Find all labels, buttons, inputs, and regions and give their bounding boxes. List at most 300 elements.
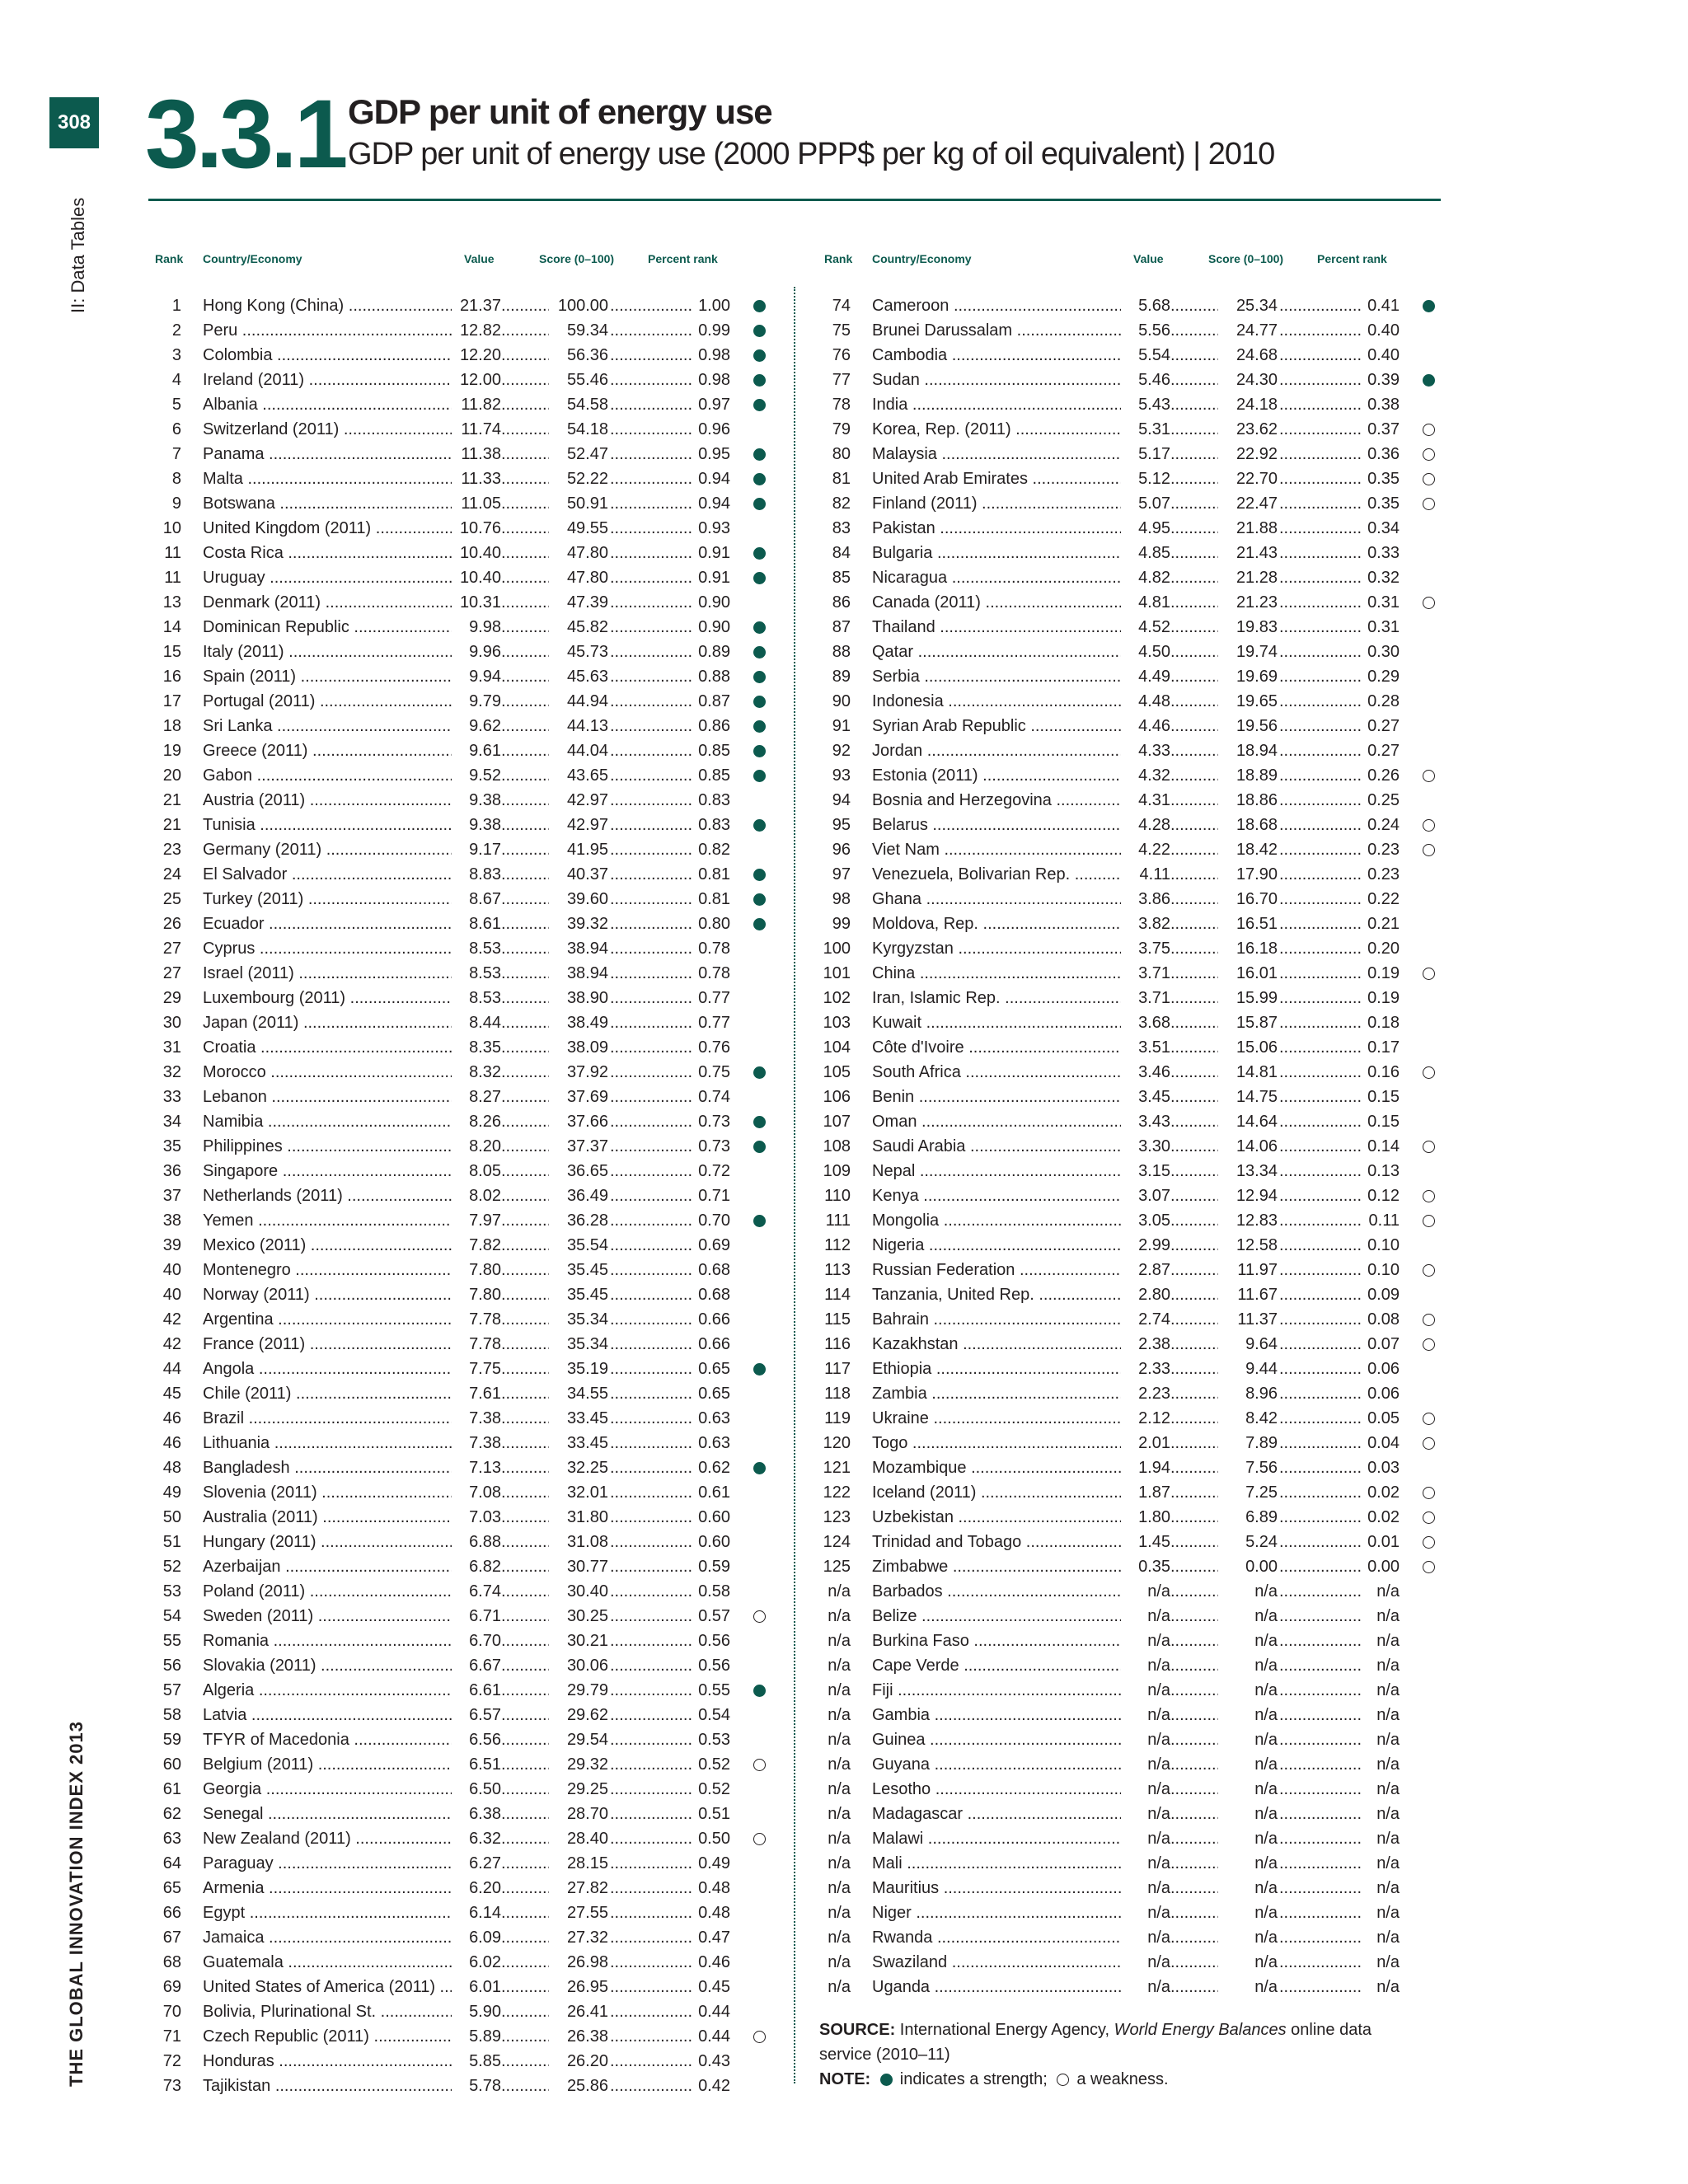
row-country: Nicaragua ..... — [872, 565, 1128, 590]
dot-leader — [501, 1826, 549, 1851]
row-rank: 37 — [162, 1187, 181, 1205]
row-score: 18.89 — [1220, 763, 1278, 788]
row-value: 4.32 — [1121, 763, 1170, 788]
row-percent-rank: 0.15 — [1358, 1109, 1400, 1134]
row-percent-rank: n/a — [1358, 1851, 1400, 1876]
dot-leader — [1279, 1629, 1362, 1653]
header-score: Score (0–100) — [1208, 252, 1284, 265]
row-value: 2.33 — [1121, 1357, 1170, 1381]
table-row — [818, 1332, 1444, 1357]
table-row — [148, 1035, 775, 1060]
row-value: 4.31 — [1121, 788, 1170, 813]
row-country: Viet Nam ..... — [872, 837, 1128, 862]
dot-leader — [501, 1777, 549, 1802]
table-row — [148, 1950, 775, 1975]
strength-marker-icon — [1421, 368, 1437, 392]
table-row — [148, 689, 775, 714]
dot-leader — [501, 1085, 549, 1109]
row-rank: 48 — [162, 1459, 181, 1477]
row-percent-rank: 0.26 — [1358, 763, 1400, 788]
row-score: 35.19 — [551, 1357, 608, 1381]
table-row — [818, 664, 1444, 689]
dot-leader — [610, 491, 692, 516]
row-score: 30.21 — [551, 1629, 608, 1653]
row-percent-rank: n/a — [1358, 1950, 1400, 1975]
dot-leader — [1170, 1975, 1218, 1999]
table-row — [818, 837, 1444, 862]
dot-leader — [610, 318, 692, 343]
dot-leader — [501, 2074, 549, 2098]
row-rank: 54 — [162, 1607, 181, 1625]
row-rank: 39 — [162, 1236, 181, 1254]
dot-leader — [1279, 615, 1362, 640]
dot-leader — [501, 986, 549, 1010]
row-score: n/a — [1220, 1752, 1278, 1777]
row-rank: 113 — [824, 1261, 851, 1279]
row-score: 35.45 — [551, 1258, 608, 1282]
table-row — [148, 813, 775, 837]
table-row — [818, 1925, 1444, 1950]
row-percent-rank: 0.87 — [689, 689, 730, 714]
table-row — [818, 1455, 1444, 1480]
dot-leader — [501, 1505, 549, 1530]
row-score: 5.24 — [1220, 1530, 1278, 1554]
dot-leader — [1279, 1233, 1362, 1258]
row-rank: 93 — [832, 766, 851, 785]
table-row — [148, 2074, 775, 2098]
dot-leader — [501, 1653, 549, 1678]
dot-leader — [1170, 1431, 1218, 1455]
dot-leader — [501, 1579, 549, 1604]
dot-leader — [610, 1802, 692, 1826]
row-country: Malawi ..... — [872, 1826, 1128, 1851]
row-country: Ecuador ..... — [203, 912, 458, 936]
row-score: 16.01 — [1220, 961, 1278, 986]
row-value: 5.43 — [1121, 392, 1170, 417]
row-country: Estonia (2011) ..... — [872, 763, 1128, 788]
row-score: 22.47 — [1220, 491, 1278, 516]
dot-leader — [501, 1703, 549, 1727]
row-country: Singapore ..... — [203, 1159, 458, 1183]
row-value: 5.89 — [452, 2024, 501, 2049]
table-row — [818, 1233, 1444, 1258]
row-rank: 76 — [832, 346, 851, 364]
row-score: 35.34 — [551, 1307, 608, 1332]
row-percent-rank: 0.90 — [689, 590, 730, 615]
row-country: Armenia ..... — [203, 1876, 458, 1900]
row-percent-rank: 0.72 — [689, 1159, 730, 1183]
row-percent-rank: 0.68 — [689, 1282, 730, 1307]
dot-leader — [1279, 1777, 1362, 1802]
dot-leader — [501, 936, 549, 961]
row-percent-rank: 0.77 — [689, 1010, 730, 1035]
row-value: 12.00 — [452, 368, 501, 392]
table-row — [148, 1085, 775, 1109]
dot-leader — [1279, 1406, 1362, 1431]
table-row — [818, 1826, 1444, 1851]
strength-marker-icon — [752, 466, 768, 491]
row-score: 26.95 — [551, 1975, 608, 1999]
dot-leader — [610, 912, 692, 936]
row-percent-rank: 0.46 — [689, 1950, 730, 1975]
row-country: Sudan ..... — [872, 368, 1128, 392]
row-score: 44.13 — [551, 714, 608, 738]
source-text-after: online data service (2010–11) — [819, 2021, 1372, 2064]
table-row — [818, 1554, 1444, 1579]
dot-leader — [1170, 565, 1218, 590]
row-value: n/a — [1121, 1727, 1170, 1752]
dot-leader — [610, 2024, 692, 2049]
row-score: n/a — [1220, 1826, 1278, 1851]
table-row — [818, 1010, 1444, 1035]
row-value: 8.05 — [452, 1159, 501, 1183]
row-rank: 92 — [832, 742, 851, 760]
row-percent-rank: 0.40 — [1358, 318, 1400, 343]
row-country: Romania ..... — [203, 1629, 458, 1653]
row-score: 30.77 — [551, 1554, 608, 1579]
row-value: 8.02 — [452, 1183, 501, 1208]
row-score: 30.40 — [551, 1579, 608, 1604]
dot-leader — [610, 1258, 692, 1282]
dot-leader — [1279, 640, 1362, 664]
weakness-marker-icon — [1421, 837, 1437, 862]
row-percent-rank: 0.81 — [689, 862, 730, 887]
row-value: 11.38 — [452, 442, 501, 466]
row-value: 2.87 — [1121, 1258, 1170, 1282]
row-value: 3.07 — [1121, 1183, 1170, 1208]
table-row — [148, 2049, 775, 2074]
row-country: Moldova, Rep. ..... — [872, 912, 1128, 936]
row-percent-rank: 0.55 — [689, 1678, 730, 1703]
row-rank: 125 — [823, 1558, 851, 1576]
row-score: n/a — [1220, 1851, 1278, 1876]
row-score: 54.58 — [551, 392, 608, 417]
dot-leader — [501, 640, 549, 664]
table-row — [148, 466, 775, 491]
dot-leader — [1279, 1208, 1362, 1233]
row-country: Dominican Republic ..... — [203, 615, 458, 640]
dot-leader — [1170, 1455, 1218, 1480]
row-country: Canada (2011) ..... — [872, 590, 1128, 615]
row-country: Kyrgyzstan ..... — [872, 936, 1128, 961]
table-row — [818, 1381, 1444, 1406]
row-country: Mali ..... — [872, 1851, 1128, 1876]
row-value: 7.08 — [452, 1480, 501, 1505]
row-value: 8.67 — [452, 887, 501, 912]
dot-leader — [501, 1999, 549, 2024]
side-label-publication — [61, 1721, 94, 2093]
row-country: Netherlands (2011) ..... — [203, 1183, 458, 1208]
row-score: 33.45 — [551, 1431, 608, 1455]
row-score: 28.15 — [551, 1851, 608, 1876]
row-score: n/a — [1220, 1950, 1278, 1975]
dot-leader — [610, 615, 692, 640]
row-rank: 97 — [832, 865, 851, 883]
row-percent-rank: 0.69 — [689, 1233, 730, 1258]
dot-leader — [1279, 1579, 1362, 1604]
dot-leader — [501, 837, 549, 862]
page-subtitle: GDP per unit of energy use (2000 PPP$ per kg of oil equivalent) | 2010 — [348, 137, 1275, 171]
row-country: Cambodia ..... — [872, 343, 1128, 368]
row-value: 9.52 — [452, 763, 501, 788]
dot-leader — [501, 1530, 549, 1554]
dot-leader — [610, 541, 692, 565]
row-rank: 100 — [823, 940, 851, 958]
row-percent-rank: 0.02 — [1358, 1480, 1400, 1505]
row-country: Gambia ..... — [872, 1703, 1128, 1727]
table-row — [818, 442, 1444, 466]
table-row — [148, 640, 775, 664]
row-percent-rank: 0.20 — [1358, 936, 1400, 961]
row-rank: 1 — [171, 297, 181, 315]
row-country: Kuwait ..... — [872, 1010, 1128, 1035]
row-percent-rank: 0.22 — [1358, 887, 1400, 912]
row-rank: n/a — [828, 1731, 851, 1749]
row-value: 1.45 — [1121, 1530, 1170, 1554]
weakness-marker-icon — [1421, 1134, 1437, 1159]
row-score: 8.96 — [1220, 1381, 1278, 1406]
table-row — [818, 1727, 1444, 1752]
dot-leader — [1279, 887, 1362, 912]
dot-leader — [1279, 1381, 1362, 1406]
row-rank: n/a — [828, 1755, 851, 1774]
row-score: 7.89 — [1220, 1431, 1278, 1455]
row-rank: 42 — [162, 1310, 181, 1329]
dot-leader — [1170, 1332, 1218, 1357]
row-percent-rank: 0.28 — [1358, 689, 1400, 714]
row-score: 7.25 — [1220, 1480, 1278, 1505]
row-percent-rank: 0.27 — [1358, 714, 1400, 738]
dot-leader — [1170, 986, 1218, 1010]
row-score: 19.74 — [1220, 640, 1278, 664]
dot-leader — [1279, 1085, 1362, 1109]
row-percent-rank: 0.68 — [689, 1258, 730, 1282]
row-country: Iran, Islamic Rep. ..... — [872, 986, 1128, 1010]
row-value: 12.82 — [452, 318, 501, 343]
row-value: 5.17 — [1121, 442, 1170, 466]
row-score: 26.41 — [551, 1999, 608, 2024]
row-value: 6.71 — [452, 1604, 501, 1629]
row-percent-rank: 0.98 — [689, 343, 730, 368]
row-rank: 80 — [832, 445, 851, 463]
row-value: 8.20 — [452, 1134, 501, 1159]
row-value: 8.53 — [452, 986, 501, 1010]
dot-leader — [1170, 1727, 1218, 1752]
note-label: NOTE: — [819, 2070, 871, 2088]
dot-leader — [1279, 1035, 1362, 1060]
row-rank: 81 — [832, 470, 851, 488]
dot-leader — [501, 590, 549, 615]
weakness-marker-icon — [752, 1826, 768, 1851]
row-country: Bosnia and Herzegovina ..... — [872, 788, 1128, 813]
row-rank: 108 — [823, 1137, 851, 1155]
row-score: 29.62 — [551, 1703, 608, 1727]
row-score: 14.06 — [1220, 1134, 1278, 1159]
dot-leader — [1279, 1678, 1362, 1703]
dot-leader — [610, 1925, 692, 1950]
row-rank: 89 — [832, 668, 851, 686]
dot-leader — [610, 343, 692, 368]
dot-leader — [501, 1925, 549, 1950]
source-text-before: International Energy Agency, — [899, 2021, 1114, 2039]
row-country: Egypt ..... — [203, 1900, 458, 1925]
dot-leader — [501, 1134, 549, 1159]
row-country: Croatia ..... — [203, 1035, 458, 1060]
dot-leader — [1170, 1159, 1218, 1183]
row-score: 28.40 — [551, 1826, 608, 1851]
row-percent-rank: 0.27 — [1358, 738, 1400, 763]
table-row — [148, 343, 775, 368]
dot-leader — [1170, 1480, 1218, 1505]
dot-leader — [1279, 961, 1362, 986]
dot-leader — [501, 1455, 549, 1480]
row-percent-rank: 0.19 — [1358, 986, 1400, 1010]
row-value: 6.57 — [452, 1703, 501, 1727]
dot-leader — [501, 1876, 549, 1900]
row-rank: 122 — [823, 1483, 851, 1502]
row-value: 4.28 — [1121, 813, 1170, 837]
row-rank: 4 — [171, 371, 181, 389]
row-percent-rank: 0.94 — [689, 491, 730, 516]
dot-leader — [1279, 368, 1362, 392]
row-score: 100.00 — [551, 293, 608, 318]
row-rank: 87 — [832, 618, 851, 636]
row-value: 6.70 — [452, 1629, 501, 1653]
row-rank: 24 — [162, 865, 181, 883]
row-percent-rank: 0.06 — [1358, 1357, 1400, 1381]
dot-leader — [1279, 1159, 1362, 1183]
dot-leader — [1170, 293, 1218, 318]
row-score: 45.63 — [551, 664, 608, 689]
row-percent-rank: 0.98 — [689, 368, 730, 392]
row-country: Niger ..... — [872, 1900, 1128, 1925]
row-value: 4.22 — [1121, 837, 1170, 862]
row-score: n/a — [1220, 1678, 1278, 1703]
table-row — [818, 615, 1444, 640]
row-value: 9.94 — [452, 664, 501, 689]
row-percent-rank: 0.03 — [1358, 1455, 1400, 1480]
dot-leader — [501, 1159, 549, 1183]
row-value: 2.23 — [1121, 1381, 1170, 1406]
table-row — [818, 1035, 1444, 1060]
row-rank: 34 — [162, 1113, 181, 1131]
table-row — [148, 1900, 775, 1925]
row-value: 7.38 — [452, 1431, 501, 1455]
row-percent-rank: 0.66 — [689, 1332, 730, 1357]
row-rank: n/a — [828, 1929, 851, 1947]
table-row — [818, 1604, 1444, 1629]
row-country: Germany (2011) ..... — [203, 837, 458, 862]
dot-leader — [1279, 1653, 1362, 1678]
row-rank: 3 — [171, 346, 181, 364]
dot-leader — [1279, 1950, 1362, 1975]
row-rank: 19 — [162, 742, 181, 760]
dot-leader — [501, 1109, 549, 1134]
row-rank: n/a — [828, 1978, 851, 1996]
dot-leader — [1170, 1505, 1218, 1530]
row-score: 35.34 — [551, 1332, 608, 1357]
row-country: Sweden (2011) ..... — [203, 1604, 458, 1629]
dot-leader — [501, 1752, 549, 1777]
row-value: n/a — [1121, 1777, 1170, 1802]
row-rank: 51 — [162, 1533, 181, 1551]
dot-leader — [1170, 1703, 1218, 1727]
dot-leader — [1170, 1826, 1218, 1851]
row-score: 33.45 — [551, 1406, 608, 1431]
row-country: Venezuela, Bolivarian Rep. ..... — [872, 862, 1128, 887]
row-rank: 60 — [162, 1755, 181, 1774]
row-rank: 65 — [162, 1879, 181, 1897]
row-value: 2.01 — [1121, 1431, 1170, 1455]
strength-marker-icon — [752, 1109, 768, 1134]
row-percent-rank: 0.35 — [1358, 466, 1400, 491]
row-percent-rank: n/a — [1358, 1900, 1400, 1925]
row-country: Morocco ..... — [203, 1060, 458, 1085]
strength-marker-icon — [752, 664, 768, 689]
dot-leader — [501, 1975, 549, 1999]
table-row — [818, 1134, 1444, 1159]
dot-leader — [1170, 1307, 1218, 1332]
row-country: Oman ..... — [872, 1109, 1128, 1134]
row-score: 39.32 — [551, 912, 608, 936]
dot-leader — [610, 516, 692, 541]
row-percent-rank: 0.63 — [689, 1431, 730, 1455]
row-value: 11.05 — [452, 491, 501, 516]
row-country: Poland (2011) ..... — [203, 1579, 458, 1604]
row-value: 4.48 — [1121, 689, 1170, 714]
dot-leader — [610, 1975, 692, 1999]
table-row — [818, 1109, 1444, 1134]
row-percent-rank: 0.12 — [1358, 1183, 1400, 1208]
strength-marker-icon — [752, 912, 768, 936]
dot-leader — [1279, 1604, 1362, 1629]
row-score: 24.77 — [1220, 318, 1278, 343]
row-percent-rank: 0.41 — [1358, 293, 1400, 318]
side-label-publication-text: THE GLOBAL INNOVATION INDEX 2013 — [66, 1721, 87, 2087]
table-row — [818, 1777, 1444, 1802]
side-label-section-text: II: Data Tables — [68, 197, 88, 313]
row-percent-rank: 0.73 — [689, 1134, 730, 1159]
row-country: Argentina ..... — [203, 1307, 458, 1332]
header-percent-rank: Percent rank — [1317, 252, 1387, 265]
row-country: Uruguay ..... — [203, 565, 458, 590]
row-score: n/a — [1220, 1629, 1278, 1653]
row-value: 3.75 — [1121, 936, 1170, 961]
row-value: 6.14 — [452, 1900, 501, 1925]
row-value: 3.43 — [1121, 1109, 1170, 1134]
table-row — [818, 1357, 1444, 1381]
row-value: n/a — [1121, 1876, 1170, 1900]
table-header — [148, 252, 775, 270]
row-percent-rank: 0.23 — [1358, 862, 1400, 887]
dot-leader — [1170, 1233, 1218, 1258]
row-country: France (2011) ..... — [203, 1332, 458, 1357]
weakness-marker-icon — [1421, 491, 1437, 516]
table-row — [148, 293, 775, 318]
row-country: United States of America (2011) ..... — [203, 1975, 458, 1999]
row-value: 2.74 — [1121, 1307, 1170, 1332]
table-row — [148, 1109, 775, 1134]
row-score: 32.25 — [551, 1455, 608, 1480]
row-rank: 30 — [162, 1014, 181, 1032]
dot-leader — [1170, 936, 1218, 961]
table-row — [148, 1233, 775, 1258]
row-percent-rank: 0.15 — [1358, 1085, 1400, 1109]
dot-leader — [1279, 392, 1362, 417]
row-value: 10.40 — [452, 541, 501, 565]
row-rank: 5 — [171, 396, 181, 414]
table-row — [148, 1183, 775, 1208]
